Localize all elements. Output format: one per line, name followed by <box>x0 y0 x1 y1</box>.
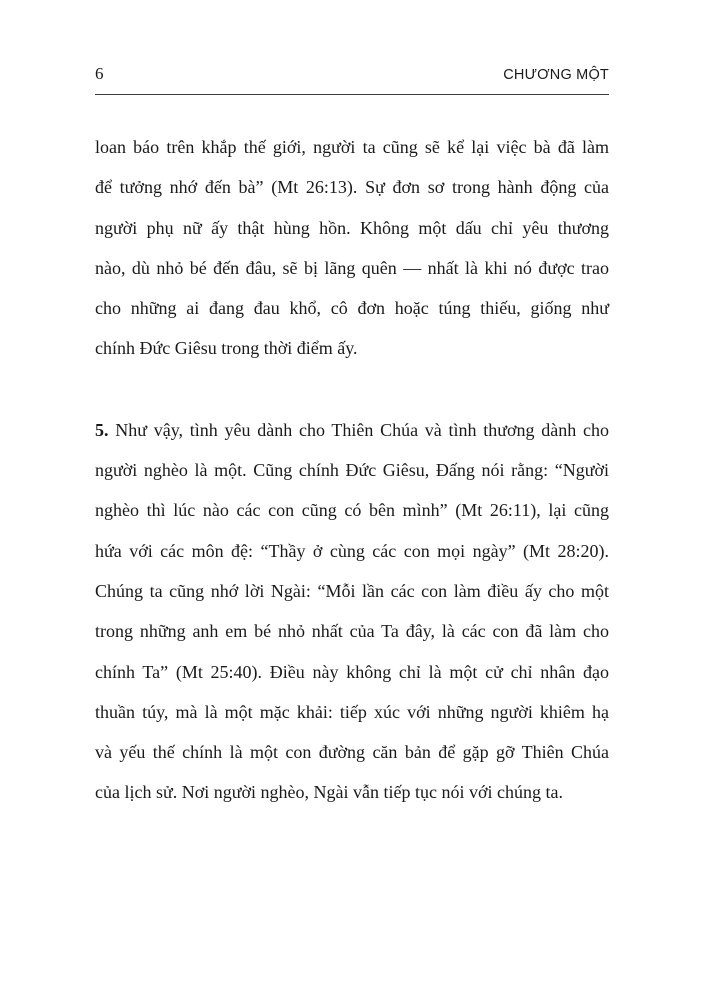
text-line: của lịch sử. Nơi người nghèo, Ngài vẫn tiếp tục nói với chúng ta. <box>95 782 563 803</box>
paragraph-1 <box>95 127 609 369</box>
text-line: loan báo trên khắp thế giới, người ta cũng sẽ kể lại việc bà đã làm <box>95 137 609 157</box>
text-line-rest: Như vậy, tình yêu dành cho Thiên Chúa và tình thương dành cho <box>108 419 609 440</box>
running-head: CHƯƠNG MỘT <box>503 67 609 83</box>
paragraph-2 <box>95 410 609 813</box>
text-line: người phụ nữ ấy thật hùng hồn. Không một dấu chỉ yêu thương <box>95 217 609 238</box>
page-header <box>95 60 609 95</box>
text-line: nào, dù nhỏ bé đến đâu, sẽ bị lãng quên — nhất là khi nó được trao <box>95 257 609 278</box>
text-line: Chúng ta cũng nhớ lời Ngài: “Mỗi lần các con làm điều ấy cho một <box>95 580 609 601</box>
text-line: để tưởng nhớ đến bà” (Mt 26:13). Sự đơn sơ trong hành động của <box>95 177 609 198</box>
text-line: người nghèo là một. Cũng chính Đức Giêsu, Đấng nói rằng: “Người <box>95 460 609 481</box>
text-line: hứa với các môn đệ: “Thầy ở cùng các con mọi ngày” (Mt 28:20). <box>95 540 609 561</box>
body-text <box>95 127 609 813</box>
page-number: 6 <box>95 64 104 83</box>
text-line: trong những anh em bé nhỏ nhất của Ta đây, là các con đã làm cho <box>95 621 609 642</box>
text-line: và yếu thế chính là một con đường căn bản để gặp gỡ Thiên Chúa <box>95 742 609 763</box>
text-line <box>95 410 609 450</box>
text-line: nghèo thì lúc nào các con cũng có bên mình” (Mt 26:11), lại cũng <box>95 500 609 521</box>
text-line: chính Ta” (Mt 25:40). Điều này không chỉ là một cử chỉ nhân đạo <box>95 661 609 682</box>
text-line: chính Đức Giêsu trong thời điểm ấy. <box>95 338 358 359</box>
paragraph-number: 5. <box>95 419 109 440</box>
text-line: cho những ai đang đau khổ, cô đơn hoặc túng thiếu, giống như <box>95 298 609 319</box>
paragraph-gap <box>95 369 609 410</box>
text-line: thuần túy, mà là một mặc khải: tiếp xúc với những người khiêm hạ <box>95 701 609 722</box>
